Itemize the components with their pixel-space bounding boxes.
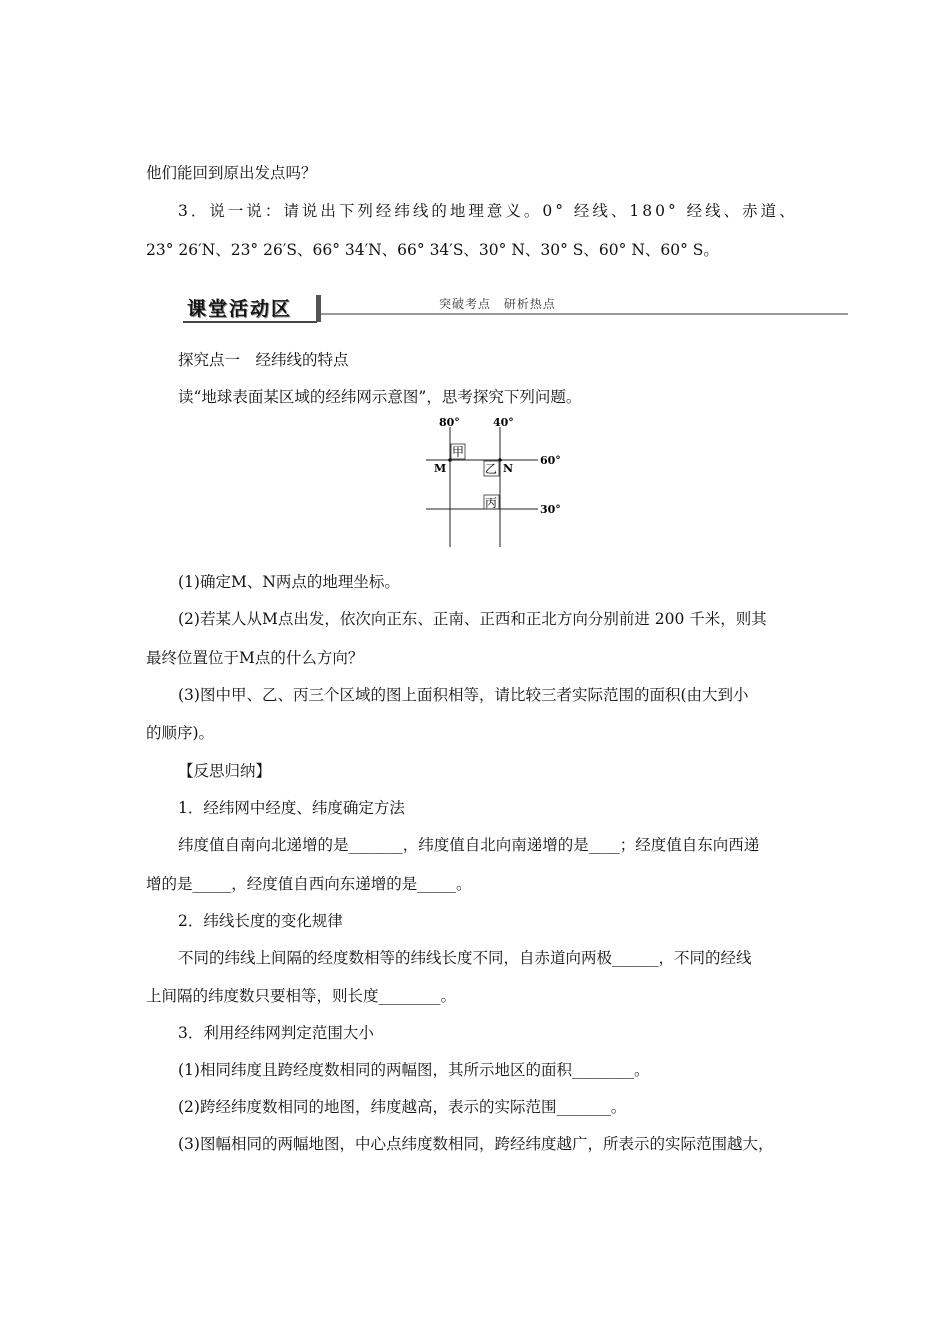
label-lon-40: 40° bbox=[493, 416, 514, 429]
banner-rule bbox=[321, 313, 848, 315]
summary-2-line-1: 不同的纬线上间隔的经度数相等的纬线长度不同，自赤道向两极______，不同的经线 bbox=[178, 949, 752, 967]
intro-line-1: 他们能回到原出发点吗？ bbox=[146, 164, 317, 182]
region-yi: 乙 bbox=[485, 462, 498, 476]
summary-heading: 【反思归纳】 bbox=[178, 762, 272, 780]
region-bing: 丙 bbox=[485, 496, 498, 510]
label-lat-30: 30° bbox=[540, 503, 561, 516]
label-point-m: M bbox=[434, 462, 447, 475]
summary-3-item-1: (1)相同纬度且跨经度数相同的两幅图，其所示地区的面积________。 bbox=[178, 1061, 650, 1079]
question-3-line-1: (3)图中甲、乙、丙三个区域的图上面积相等，请比较三者实际范围的面积(由大到小 bbox=[178, 686, 749, 704]
region-jia: 甲 bbox=[452, 445, 465, 459]
banner-underline bbox=[183, 321, 317, 323]
label-point-n: N bbox=[503, 462, 514, 475]
summary-3-title: 3．利用经纬网判定范围大小 bbox=[178, 1024, 374, 1042]
summary-1-title: 1．经纬网中经度、纬度确定方法 bbox=[178, 799, 405, 817]
summary-3-item-2: (2)跨经纬度数相同的地图，纬度越高，表示的实际范围_______。 bbox=[178, 1098, 627, 1116]
question-2-line-1: (2)若某人从M点出发，依次向正东、正南、正西和正北方向分别前进 200 千米，则其 bbox=[178, 610, 767, 628]
label-lat-60: 60° bbox=[540, 454, 561, 467]
summary-1-line-2: 增的是_____，经度值自西向东递增的是_____。 bbox=[146, 875, 472, 893]
banner-bar bbox=[316, 295, 321, 322]
question-1: (1)确定M、N两点的地理坐标。 bbox=[178, 573, 400, 591]
intro-q3-line-2: 23° 26′N、23° 26′S、66° 34′N、66° 34′S、30° N、30° S、60° N、60° S。 bbox=[146, 241, 719, 259]
banner-title: 课堂活动区 bbox=[187, 298, 293, 320]
question-2-line-2: 最终位置位于M点的什么方向？ bbox=[146, 649, 364, 667]
section-instruction: 读“地球表面某区域的经纬网示意图”，思考探究下列问题。 bbox=[178, 388, 582, 406]
summary-3-item-3: (3)图幅相同的两幅地图，中心点纬度数相同，跨经纬度越广，所表示的实际范围越大， bbox=[178, 1135, 774, 1153]
section-heading: 探究点一 经纬线的特点 bbox=[178, 351, 349, 369]
banner-subtitle: 突破考点 研析热点 bbox=[439, 297, 556, 311]
summary-2-title: 2．纬线长度的变化规律 bbox=[178, 912, 343, 930]
question-3-line-2: 的顺序)。 bbox=[146, 724, 215, 742]
intro-q3-line-1: 3．说一说：请说出下列经纬线的地理意义。0° 经线、180° 经线、赤道、 bbox=[178, 202, 798, 220]
label-lon-80: 80° bbox=[439, 416, 460, 429]
lat-lon-grid-diagram bbox=[420, 413, 570, 553]
section-banner bbox=[183, 293, 848, 327]
summary-2-line-2: 上间隔的纬度数只要相等，则长度________。 bbox=[146, 987, 457, 1005]
summary-1-line-1: 纬度值自南向北递增的是_______，纬度值自北向南递增的是____；经度值自东向西递 bbox=[178, 836, 760, 854]
